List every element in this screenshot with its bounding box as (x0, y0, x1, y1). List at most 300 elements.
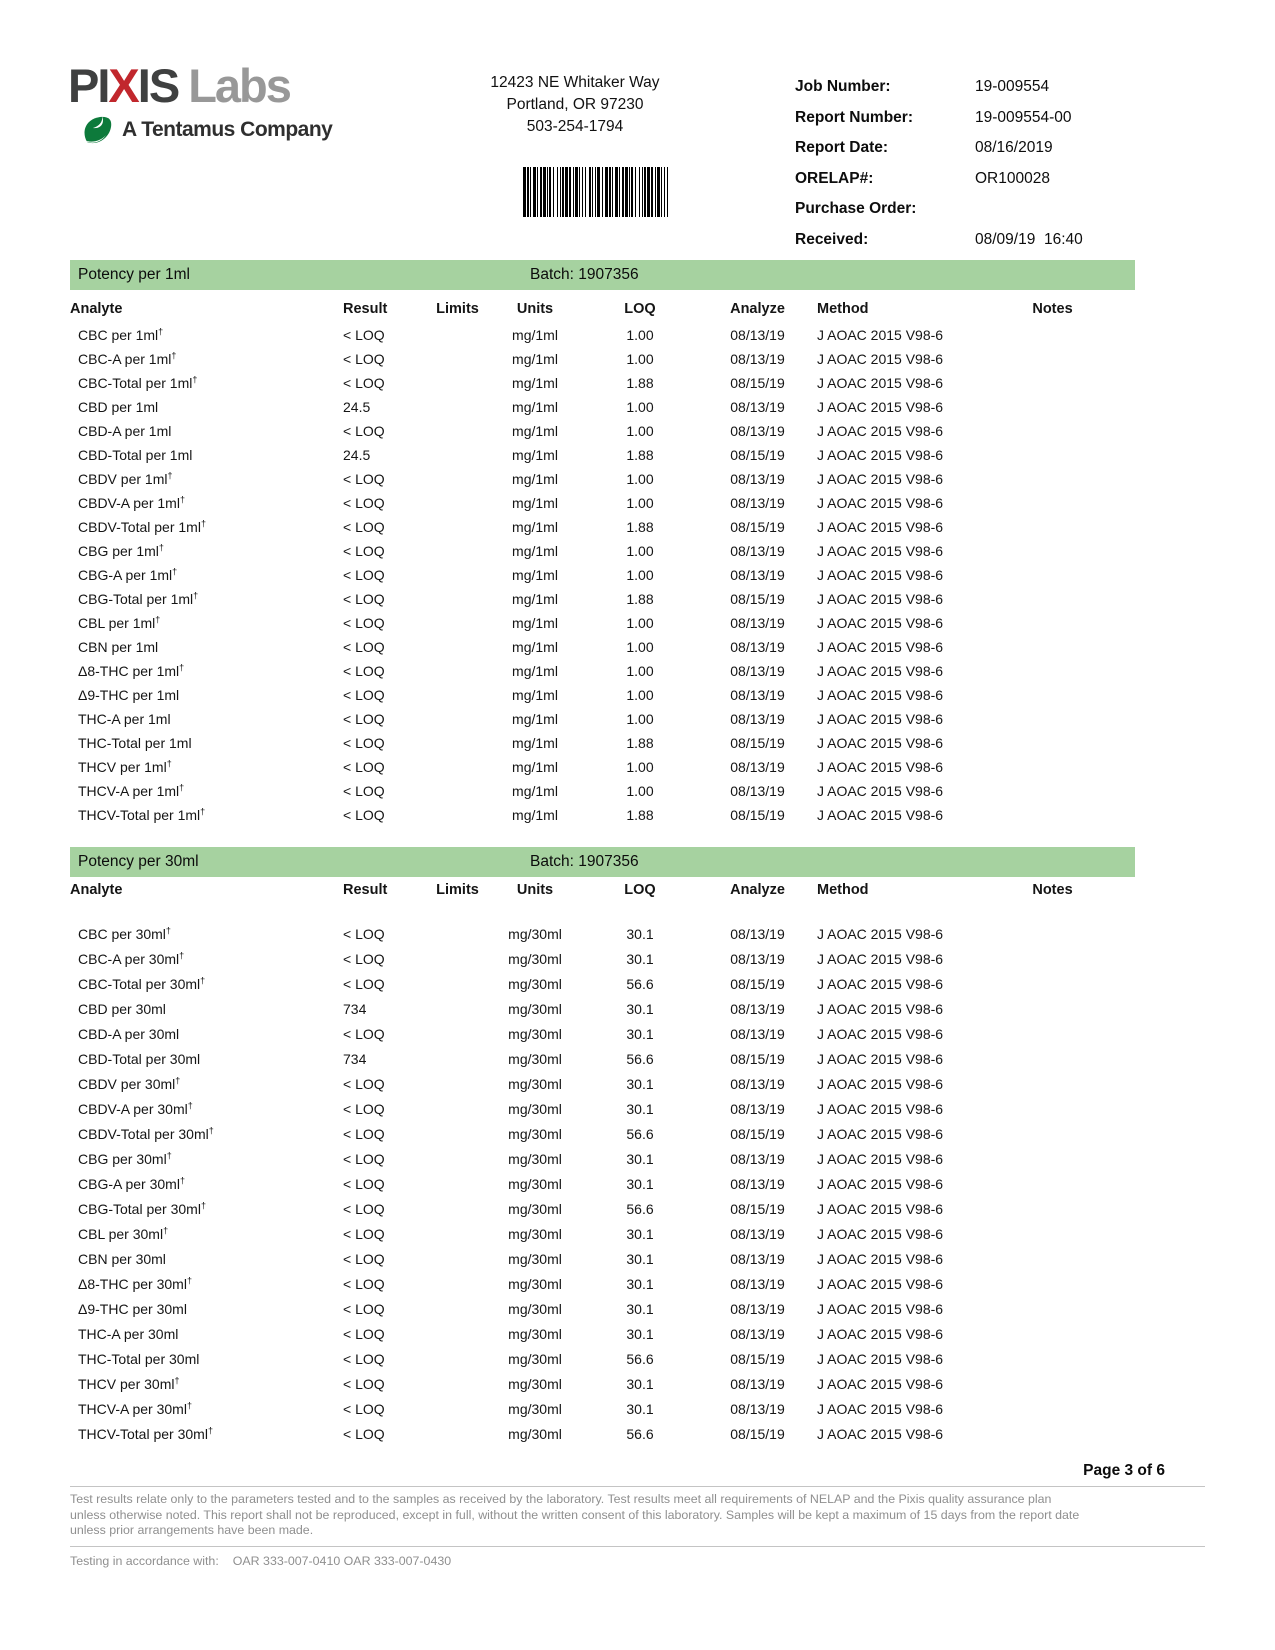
section-title: Potency per 1ml (78, 266, 190, 283)
loq-cell: 1.00 (626, 615, 654, 631)
method-cell: J AOAC 2015 V98-6 (817, 1100, 944, 1117)
footnote-dagger: † (158, 326, 164, 337)
info-value: 08/16/2019 (975, 139, 1053, 157)
method-cell: J AOAC 2015 V98-6 (817, 663, 944, 679)
method-cell: J AOAC 2015 V98-6 (817, 950, 944, 967)
analyte-cell: THC-A per 1ml (78, 711, 171, 727)
units-cell: mg/30ml (508, 1050, 562, 1067)
loq-cell: 30.1 (626, 1300, 654, 1317)
method-cell: J AOAC 2015 V98-6 (817, 1325, 944, 1342)
analyte-cell: THCV per 1ml† (78, 758, 172, 775)
info-value: 19-009554-00 (975, 108, 1072, 126)
analyze-cell: 08/13/19 (730, 1100, 785, 1117)
units-cell: mg/30ml (508, 1225, 562, 1242)
loq-cell: 30.1 (626, 1150, 654, 1167)
analyte-cell: CBDV-A per 30ml† (78, 1099, 193, 1117)
analyte-cell: CBG per 30ml† (78, 1149, 172, 1167)
table-row (70, 1246, 1135, 1271)
analyte-cell: CBDV-A per 1ml† (78, 494, 185, 511)
analyte-cell: CBG-A per 30ml† (78, 1174, 185, 1192)
info-label: Received: (795, 230, 869, 248)
analyte-cell: THC-A per 30ml (78, 1325, 179, 1342)
method-cell: J AOAC 2015 V98-6 (817, 1125, 944, 1142)
info-label: Job Number: (795, 78, 891, 96)
column-header-analyte: Analyte (70, 881, 123, 898)
column-header-result: Result (343, 881, 388, 898)
result-cell: < LOQ (343, 759, 385, 775)
analyze-cell: 08/15/19 (730, 519, 785, 535)
loq-cell: 1.00 (626, 711, 654, 727)
analyze-cell: 08/15/19 (730, 735, 785, 751)
result-cell: < LOQ (343, 543, 385, 559)
result-cell: < LOQ (343, 639, 385, 655)
units-cell: mg/1ml (512, 567, 558, 583)
table-row (70, 683, 1135, 707)
table-row (70, 347, 1135, 371)
table-row (70, 755, 1135, 779)
report-info-row (795, 225, 1195, 256)
units-cell: mg/30ml (508, 1300, 562, 1317)
table-body (70, 323, 1135, 827)
loq-cell: 1.00 (626, 471, 654, 487)
analyze-cell: 08/13/19 (730, 1000, 785, 1017)
column-header-analyze: Analyze (730, 881, 785, 898)
loq-cell: 1.00 (626, 567, 654, 583)
units-cell: mg/1ml (512, 375, 558, 391)
analyze-cell: 08/15/19 (730, 375, 785, 391)
report-info-row (795, 133, 1195, 164)
loq-cell: 1.00 (626, 423, 654, 439)
table-row (70, 707, 1135, 731)
section-title: Potency per 30ml (78, 853, 199, 870)
loq-cell: 1.88 (626, 375, 654, 391)
table-row (70, 395, 1135, 419)
table-row (70, 539, 1135, 563)
method-cell: J AOAC 2015 V98-6 (817, 1350, 944, 1367)
result-cell: < LOQ (343, 1425, 385, 1442)
table-row (70, 1071, 1135, 1096)
result-cell: 24.5 (343, 447, 371, 463)
analyze-cell: 08/13/19 (730, 567, 785, 583)
table-body (70, 921, 1135, 1446)
method-cell: J AOAC 2015 V98-6 (817, 783, 944, 799)
loq-cell: 30.1 (626, 1250, 654, 1267)
analyze-cell: 08/13/19 (730, 543, 785, 559)
loq-cell: 1.00 (626, 687, 654, 703)
analyte-cell: THCV-A per 1ml† (78, 782, 185, 799)
loq-cell: 56.6 (626, 1200, 654, 1217)
analyte-cell: CBD-Total per 30ml (78, 1050, 201, 1067)
analyte-cell: CBC-Total per 1ml† (78, 374, 198, 391)
units-cell: mg/1ml (512, 543, 558, 559)
table-row (70, 1321, 1135, 1346)
accordance-label: Testing in accordance with: (70, 1554, 219, 1568)
address-line: Portland, OR 97230 (506, 96, 644, 113)
analyze-cell: 08/13/19 (730, 1375, 785, 1392)
analyze-cell: 08/13/19 (730, 615, 785, 631)
divider (70, 1486, 1205, 1487)
batch-label: Batch: 1907356 (530, 266, 639, 283)
method-cell: J AOAC 2015 V98-6 (817, 1175, 944, 1192)
units-cell: mg/30ml (508, 1200, 562, 1217)
analyze-cell: 08/13/19 (730, 639, 785, 655)
table-row (70, 419, 1135, 443)
info-label: Report Date: (795, 139, 889, 157)
info-label: Report Number: (795, 108, 913, 126)
analyte-cell: CBD per 1ml (78, 399, 159, 415)
analyze-cell: 08/15/19 (730, 1050, 785, 1067)
address-line: 503-254-1794 (526, 118, 624, 135)
analyze-cell: 08/13/19 (730, 423, 785, 439)
units-cell: mg/1ml (512, 447, 558, 463)
footnote-dagger: † (200, 518, 206, 529)
loq-cell: 30.1 (626, 1175, 654, 1192)
table-row (70, 443, 1135, 467)
footnote-dagger: † (179, 662, 185, 673)
analyte-cell: THCV per 30ml† (78, 1374, 180, 1392)
analyze-cell: 08/13/19 (730, 1075, 785, 1092)
footnote-dagger: † (155, 614, 161, 625)
units-cell: mg/1ml (512, 783, 558, 799)
analyze-cell: 08/15/19 (730, 1125, 785, 1142)
column-header-notes: Notes (1032, 881, 1073, 898)
column-header-limits: Limits (436, 300, 479, 317)
analyze-cell: 08/13/19 (730, 1225, 785, 1242)
method-cell: J AOAC 2015 V98-6 (817, 639, 944, 655)
units-cell: mg/1ml (512, 591, 558, 607)
loq-cell: 30.1 (626, 1100, 654, 1117)
barcode (523, 167, 670, 217)
footnote-dagger: † (175, 1074, 181, 1085)
method-cell: J AOAC 2015 V98-6 (817, 615, 944, 631)
analyze-cell: 08/13/19 (730, 925, 785, 942)
result-cell: < LOQ (343, 735, 385, 751)
result-cell: < LOQ (343, 375, 385, 391)
column-header-loq: LOQ (624, 300, 656, 317)
units-cell: mg/1ml (512, 615, 558, 631)
logo-text: PI (68, 59, 109, 112)
table-row (70, 371, 1135, 395)
result-cell: < LOQ (343, 783, 385, 799)
footnote-dagger: † (179, 494, 185, 505)
analyte-cell: CBG-Total per 30ml† (78, 1199, 206, 1217)
analyze-cell: 08/13/19 (730, 687, 785, 703)
analyze-cell: 08/15/19 (730, 591, 785, 607)
report-info-row (795, 103, 1195, 134)
units-cell: mg/30ml (508, 1175, 562, 1192)
footnote-dagger: † (165, 924, 171, 935)
units-cell: mg/1ml (512, 663, 558, 679)
logo-x: X (108, 59, 138, 112)
footnote-dagger: † (179, 782, 185, 793)
units-cell: mg/1ml (512, 495, 558, 511)
analyte-cell: THC-Total per 1ml (78, 735, 192, 751)
analyze-cell: 08/13/19 (730, 950, 785, 967)
table-row (70, 1096, 1135, 1121)
table-row (70, 1371, 1135, 1396)
section-potency-per-1ml (70, 260, 1135, 827)
table-row (70, 779, 1135, 803)
units-cell: mg/30ml (508, 1400, 562, 1417)
method-cell: J AOAC 2015 V98-6 (817, 759, 944, 775)
method-cell: J AOAC 2015 V98-6 (817, 1400, 944, 1417)
method-cell: J AOAC 2015 V98-6 (817, 447, 944, 463)
table-row (70, 1121, 1135, 1146)
method-cell: J AOAC 2015 V98-6 (817, 519, 944, 535)
analyze-cell: 08/13/19 (730, 1150, 785, 1167)
column-header-notes: Notes (1032, 300, 1073, 317)
analyte-cell: CBD-Total per 1ml (78, 447, 193, 463)
result-cell: < LOQ (343, 1400, 385, 1417)
footnote-dagger: † (200, 1199, 206, 1210)
table-row (70, 587, 1135, 611)
loq-cell: 56.6 (626, 975, 654, 992)
analyze-cell: 08/13/19 (730, 783, 785, 799)
info-label: Purchase Order: (795, 200, 917, 218)
result-cell: 734 (343, 1050, 367, 1067)
section-header-bar (70, 260, 1135, 290)
footnote-dagger: † (174, 1374, 180, 1385)
analyze-cell: 08/13/19 (730, 1250, 785, 1267)
method-cell: J AOAC 2015 V98-6 (817, 807, 944, 823)
table-row (70, 1271, 1135, 1296)
tentamus-tagline (80, 113, 332, 147)
table-row (70, 1046, 1135, 1071)
loq-cell: 1.00 (626, 399, 654, 415)
report-info-row (795, 72, 1195, 103)
method-cell: J AOAC 2015 V98-6 (817, 1425, 944, 1442)
table-row (70, 1346, 1135, 1371)
method-cell: J AOAC 2015 V98-6 (817, 687, 944, 703)
loq-cell: 1.88 (626, 519, 654, 535)
result-cell: 734 (343, 1000, 367, 1017)
method-cell: J AOAC 2015 V98-6 (817, 1200, 944, 1217)
loq-cell: 56.6 (626, 1350, 654, 1367)
table-row (70, 611, 1135, 635)
analyze-cell: 08/13/19 (730, 663, 785, 679)
footnote-dagger: † (208, 1124, 214, 1135)
units-cell: mg/30ml (508, 925, 562, 942)
units-cell: mg/1ml (512, 471, 558, 487)
batch-label: Batch: 1907356 (530, 853, 639, 870)
column-header-result: Result (343, 300, 388, 317)
units-cell: mg/1ml (512, 687, 558, 703)
footnote-dagger: † (167, 470, 173, 481)
table-row (70, 1296, 1135, 1321)
method-cell: J AOAC 2015 V98-6 (817, 1150, 944, 1167)
table-row (70, 515, 1135, 539)
analyte-cell: CBL per 1ml† (78, 614, 161, 631)
result-cell: < LOQ (343, 950, 385, 967)
units-cell: mg/1ml (512, 807, 558, 823)
units-cell: mg/1ml (512, 735, 558, 751)
analyte-cell: CBC per 30ml† (78, 924, 171, 942)
accordance-values: OAR 333-007-0410 OAR 333-007-0430 (232, 1554, 452, 1568)
table-row (70, 1021, 1135, 1046)
result-cell: < LOQ (343, 423, 385, 439)
footnote-dagger: † (192, 374, 198, 385)
footnote-dagger: † (186, 1274, 192, 1285)
section-potency-per-30ml (70, 847, 1135, 1446)
method-cell: J AOAC 2015 V98-6 (817, 1075, 944, 1092)
method-cell: J AOAC 2015 V98-6 (817, 423, 944, 439)
logo-text: IS (137, 59, 179, 112)
footnote-dagger: † (163, 1224, 169, 1235)
footnote-dagger: † (179, 1174, 185, 1185)
table-row (70, 467, 1135, 491)
table-row (70, 971, 1135, 996)
loq-cell: 30.1 (626, 1000, 654, 1017)
footnote-dagger: † (158, 542, 164, 553)
table-row (70, 491, 1135, 515)
method-cell: J AOAC 2015 V98-6 (817, 351, 944, 367)
result-cell: < LOQ (343, 1175, 385, 1192)
analyte-cell: THCV-Total per 30ml† (78, 1424, 213, 1442)
analyze-cell: 08/15/19 (730, 975, 785, 992)
table-row (70, 946, 1135, 971)
method-cell: J AOAC 2015 V98-6 (817, 495, 944, 511)
footnote-dagger: † (179, 949, 185, 960)
result-cell: < LOQ (343, 975, 385, 992)
result-cell: < LOQ (343, 351, 385, 367)
analyte-cell: CBDV per 30ml† (78, 1074, 181, 1092)
table-header-row (70, 881, 1135, 898)
result-cell: < LOQ (343, 1200, 385, 1217)
method-cell: J AOAC 2015 V98-6 (817, 975, 944, 992)
analyze-cell: 08/13/19 (730, 1175, 785, 1192)
analyte-cell: CBC-A per 30ml† (78, 949, 185, 967)
analyte-cell: THC-Total per 30ml (78, 1350, 200, 1367)
footnote-dagger: † (186, 1399, 192, 1410)
logo-labs: Labs (188, 59, 290, 112)
loq-cell: 30.1 (626, 950, 654, 967)
units-cell: mg/1ml (512, 423, 558, 439)
analyte-cell: CBDV per 1ml† (78, 470, 173, 487)
result-cell: < LOQ (343, 1300, 385, 1317)
method-cell: J AOAC 2015 V98-6 (817, 735, 944, 751)
loq-cell: 56.6 (626, 1425, 654, 1442)
result-cell: < LOQ (343, 1100, 385, 1117)
method-cell: J AOAC 2015 V98-6 (817, 471, 944, 487)
page-number: Page 3 of 6 (1083, 1462, 1165, 1479)
result-cell: < LOQ (343, 1325, 385, 1342)
method-cell: J AOAC 2015 V98-6 (817, 327, 944, 343)
loq-cell: 1.00 (626, 663, 654, 679)
result-cell: < LOQ (343, 711, 385, 727)
analyze-cell: 08/13/19 (730, 351, 785, 367)
units-cell: mg/30ml (508, 975, 562, 992)
method-cell: J AOAC 2015 V98-6 (817, 711, 944, 727)
table-row (70, 635, 1135, 659)
analyte-cell: CBG-Total per 1ml† (78, 590, 199, 607)
analyte-cell: CBL per 30ml† (78, 1224, 169, 1242)
table-row (70, 1196, 1135, 1221)
loq-cell: 30.1 (626, 1325, 654, 1342)
method-cell: J AOAC 2015 V98-6 (817, 375, 944, 391)
units-cell: mg/30ml (508, 1100, 562, 1117)
table-row (70, 1221, 1135, 1246)
result-cell: < LOQ (343, 925, 385, 942)
analyte-cell: CBD per 30ml (78, 1000, 166, 1017)
analyze-cell: 08/15/19 (730, 1350, 785, 1367)
footnote-dagger: † (172, 566, 178, 577)
column-header-units: Units (516, 300, 554, 317)
analyte-cell: THCV-Total per 1ml† (78, 806, 206, 823)
footnote-dagger: † (193, 590, 199, 601)
analyze-cell: 08/15/19 (730, 447, 785, 463)
units-cell: mg/30ml (508, 1000, 562, 1017)
footnote-dagger: † (207, 1424, 213, 1435)
units-cell: mg/30ml (508, 1025, 562, 1042)
units-cell: mg/1ml (512, 351, 558, 367)
table-row (70, 1146, 1135, 1171)
units-cell: mg/1ml (512, 519, 558, 535)
loq-cell: 1.88 (626, 591, 654, 607)
analyte-cell: CBN per 30ml (78, 1250, 166, 1267)
table-row (70, 921, 1135, 946)
footnote-dagger: † (166, 1149, 172, 1160)
method-cell: J AOAC 2015 V98-6 (817, 1000, 944, 1017)
analyze-cell: 08/13/19 (730, 1325, 785, 1342)
report-info-row (795, 194, 1195, 225)
footnote-dagger: † (200, 806, 206, 817)
units-cell: mg/30ml (508, 1425, 562, 1442)
result-cell: < LOQ (343, 1275, 385, 1292)
lab-address (425, 72, 725, 138)
method-cell: J AOAC 2015 V98-6 (817, 1050, 944, 1067)
column-header-loq: LOQ (624, 881, 656, 898)
analyze-cell: 08/13/19 (730, 711, 785, 727)
units-cell: mg/1ml (512, 711, 558, 727)
method-cell: J AOAC 2015 V98-6 (817, 1025, 944, 1042)
info-value: 08/09/19 16:40 (975, 230, 1083, 248)
result-cell: < LOQ (343, 1025, 385, 1042)
method-cell: J AOAC 2015 V98-6 (817, 1300, 944, 1317)
column-header-limits: Limits (436, 881, 479, 898)
loq-cell: 30.1 (626, 1400, 654, 1417)
loq-cell: 1.88 (626, 807, 654, 823)
disclaimer-text: Test results relate only to the parameters tested and to the samples as received by the laboratory. Test results meet all requirements of NELAP and the Pixis quality assurance plan unless otherwise noted. This report shall not be reproduced, except in full, without the written consent of this laboratory. Samples will be kept a maximum of 15 days from the report date unless prior arrangements have been made. (70, 1492, 1080, 1537)
analyte-cell: CBG per 1ml† (78, 542, 164, 559)
result-cell: < LOQ (343, 327, 385, 343)
analyte-cell: CBG-A per 1ml† (78, 566, 178, 583)
result-cell: < LOQ (343, 1150, 385, 1167)
table-row (70, 563, 1135, 587)
units-cell: mg/30ml (508, 1075, 562, 1092)
loq-cell: 56.6 (626, 1050, 654, 1067)
column-header-method: Method (817, 300, 869, 317)
footnote-dagger: † (200, 974, 206, 985)
analyze-cell: 08/13/19 (730, 495, 785, 511)
units-cell: mg/1ml (512, 327, 558, 343)
analyte-cell: CBC-Total per 30ml† (78, 974, 206, 992)
units-cell: mg/30ml (508, 1150, 562, 1167)
loq-cell: 30.1 (626, 1025, 654, 1042)
loq-cell: 30.1 (626, 1075, 654, 1092)
result-cell: < LOQ (343, 1350, 385, 1367)
section-header-bar (70, 847, 1135, 877)
method-cell: J AOAC 2015 V98-6 (817, 567, 944, 583)
result-cell: < LOQ (343, 471, 385, 487)
result-cell: < LOQ (343, 591, 385, 607)
footnote-dagger: † (166, 758, 172, 769)
loq-cell: 30.1 (626, 1225, 654, 1242)
table-row (70, 803, 1135, 827)
analyte-cell: Δ8-THC per 30ml† (78, 1274, 192, 1292)
info-value: 19-009554 (975, 78, 1050, 96)
footnote-dagger: † (187, 1099, 193, 1110)
method-cell: J AOAC 2015 V98-6 (817, 1275, 944, 1292)
